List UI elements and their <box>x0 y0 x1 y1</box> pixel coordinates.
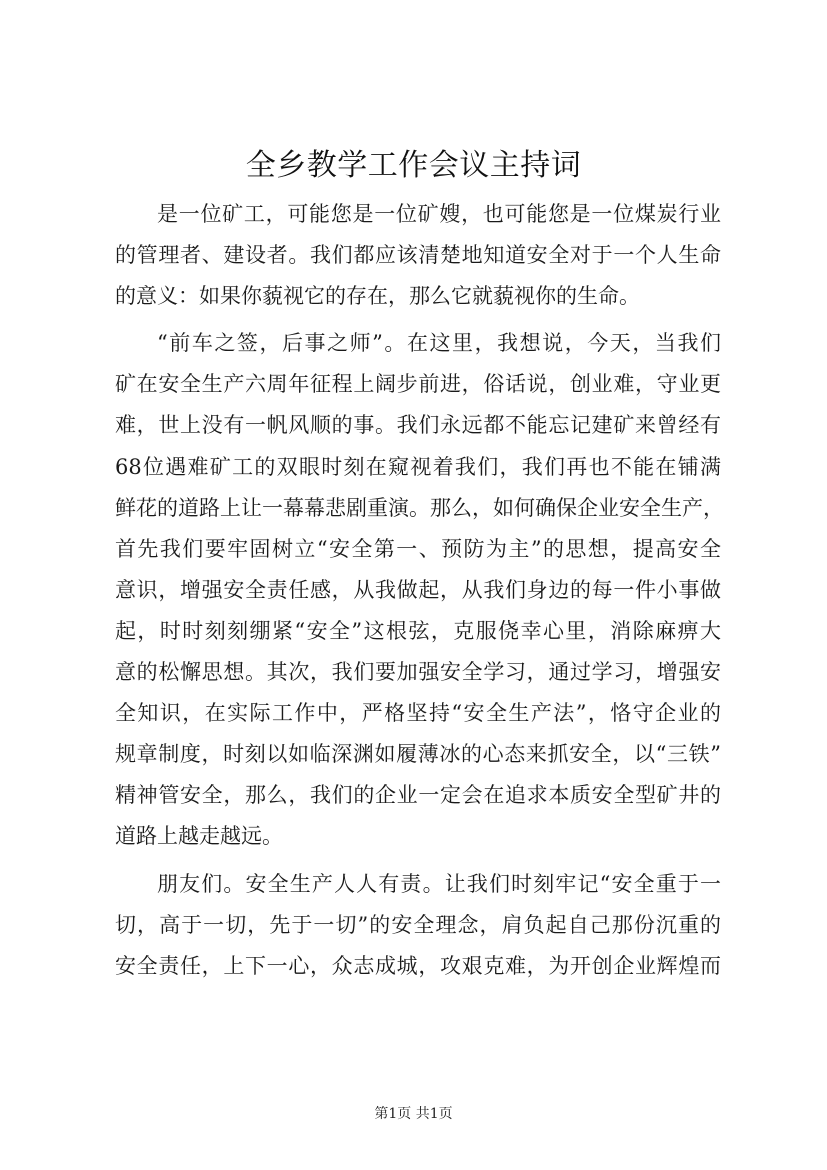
text-line: 是一位矿工，可能您是一位矿嫂，也可能您是一位煤炭行业 <box>157 202 721 226</box>
text-line: 难，世上没有一帆风顺的事。我们永远都不能忘记建矿来曾经有 <box>115 413 721 438</box>
text-line: 意识，增强安全责任感，从我做起，从我们身边的每一件小事做 <box>115 577 721 602</box>
text-line: 的管理者、建设者。我们都应该清楚地知道安全对于一个人生命 <box>115 243 721 268</box>
text-line: 矿在安全生产六周年征程上阔步前进，俗话说，创业难，守业更 <box>115 372 721 397</box>
document-body <box>115 194 724 987</box>
text-line: 切，高于一切，先于一切”的安全理念，肩负起自己那份沉重的 <box>115 912 721 937</box>
paragraph <box>115 194 721 317</box>
paragraph <box>115 864 721 987</box>
text-line: 安全责任，上下一心，众志成城，攻艰克难，为开创企业辉煌而 <box>115 953 721 978</box>
text-line: 68位遇难矿工的双眼时刻在窥视着我们，我们再也不能在铺满 <box>115 454 721 479</box>
page-indicator: 第1页 共1页 <box>374 1106 453 1122</box>
text-line: 规章制度，时刻以如临深渊如履薄冰的心态来抓安全，以“三铁” <box>115 742 721 767</box>
text-line: 的意义：如果你藐视它的存在，那么它就藐视你的生命。 <box>115 284 640 309</box>
text-line: 精神管安全，那么，我们的企业一定会在追求本质安全型矿井的 <box>115 783 721 808</box>
text-line: 朋友们。安全生产人人有责。让我们时刻牢记“安全重于一 <box>157 871 721 896</box>
text-line: 全知识，在实际工作中，严格坚持“安全生产法”，恪守企业的 <box>115 701 721 726</box>
text-line: 鲜花的道路上让一幕幕悲剧重演。那么，如何确保企业安全生产， <box>115 495 724 520</box>
text-line: 道路上越走越远。 <box>115 824 283 849</box>
text-line: 起，时时刻刻绷紧“安全”这根弦，克服侥幸心里，消除麻痹大 <box>115 618 721 643</box>
paragraph <box>115 323 724 857</box>
page-footer <box>0 1104 827 1124</box>
text-line: 意的松懈思想。其次，我们要加强安全学习，通过学习，增强安 <box>115 660 721 685</box>
text-line: 首先我们要牢固树立“安全第一、预防为主”的思想，提高安全 <box>115 536 721 561</box>
document-title: 全乡教学工作会议主持词 <box>245 148 582 183</box>
text-line: “前车之签，后事之师”。在这里，我想说，今天，当我们 <box>157 331 721 356</box>
